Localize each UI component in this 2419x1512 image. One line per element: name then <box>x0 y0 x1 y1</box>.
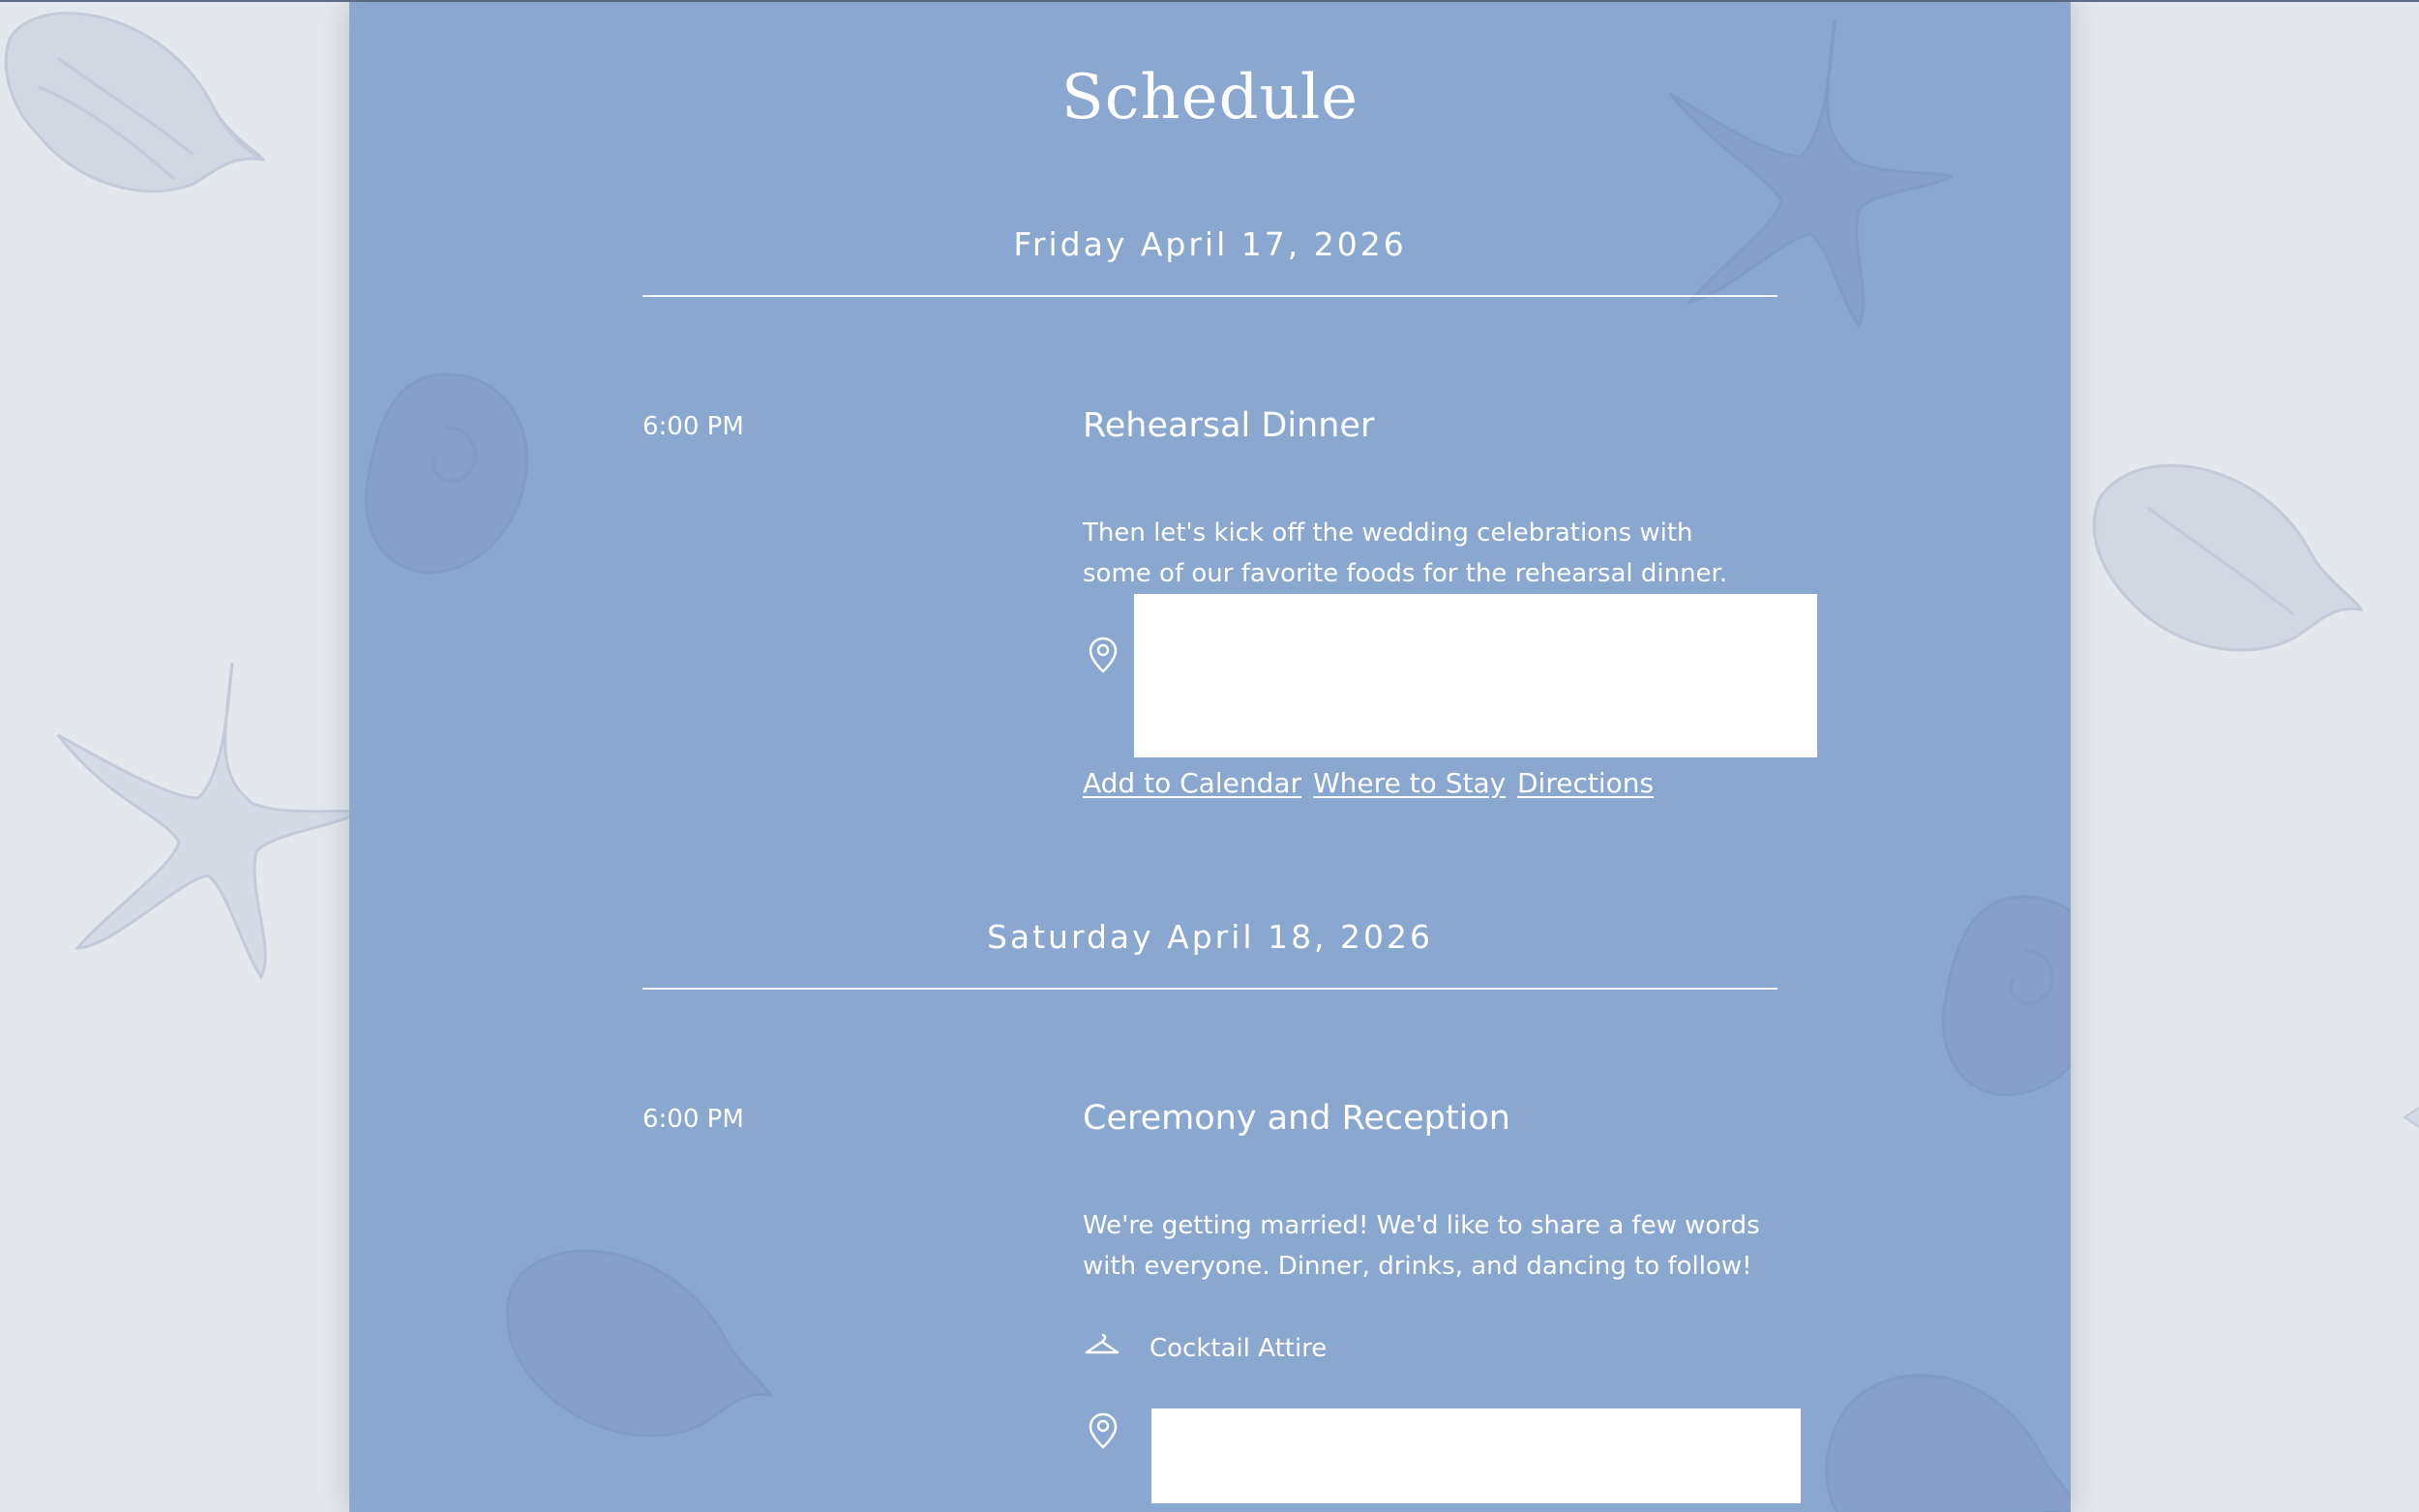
starfish-decoration-icon <box>53 658 363 987</box>
event-time: 6:00 PM <box>642 412 744 441</box>
location-address <box>1151 1408 1801 1503</box>
snail-shell-decoration-icon <box>359 370 533 578</box>
map-pin-icon <box>1089 1412 1118 1449</box>
add-to-calendar-link[interactable]: Add to Calendar <box>1083 767 1302 799</box>
event-description: Then let's kick off the wedding celebrations with some of our favorite foods for the rehearsal dinner. <box>1083 519 1728 588</box>
seashell-decoration-icon <box>2080 440 2371 672</box>
event-title: Rehearsal Dinner <box>1083 406 1375 445</box>
map-pin-icon <box>1089 637 1118 673</box>
event-description: We're getting married! We'd like to share a few words with everyone. Dinner, drinks, and dancing to follow! <box>1083 1211 1760 1281</box>
page-title: Schedule <box>1060 62 1359 133</box>
day-divider <box>642 295 1777 297</box>
where-to-stay-link[interactable]: Where to Stay <box>1313 767 1507 799</box>
day-heading: Friday April 17, 2026 <box>1013 225 1407 263</box>
day-heading: Saturday April 18, 2026 <box>986 918 1434 956</box>
hanger-icon <box>1085 1333 1120 1358</box>
event-time: 6:00 PM <box>642 1105 744 1134</box>
starfish-decoration-icon <box>2400 1103 2419 1132</box>
location-address <box>1134 594 1817 757</box>
seashell-decoration-icon <box>0 0 281 203</box>
event-title: Ceremony and Reception <box>1083 1099 1510 1138</box>
seashell-decoration-icon <box>494 1226 775 1458</box>
attire-text: Cocktail Attire <box>1150 1334 1328 1363</box>
directions-link[interactable]: Directions <box>1517 767 1655 799</box>
snail-shell-decoration-icon <box>1936 892 2071 1100</box>
seashell-decoration-icon <box>1810 1342 2071 1512</box>
schedule-panel <box>349 2 2071 1512</box>
day-divider <box>642 988 1777 990</box>
